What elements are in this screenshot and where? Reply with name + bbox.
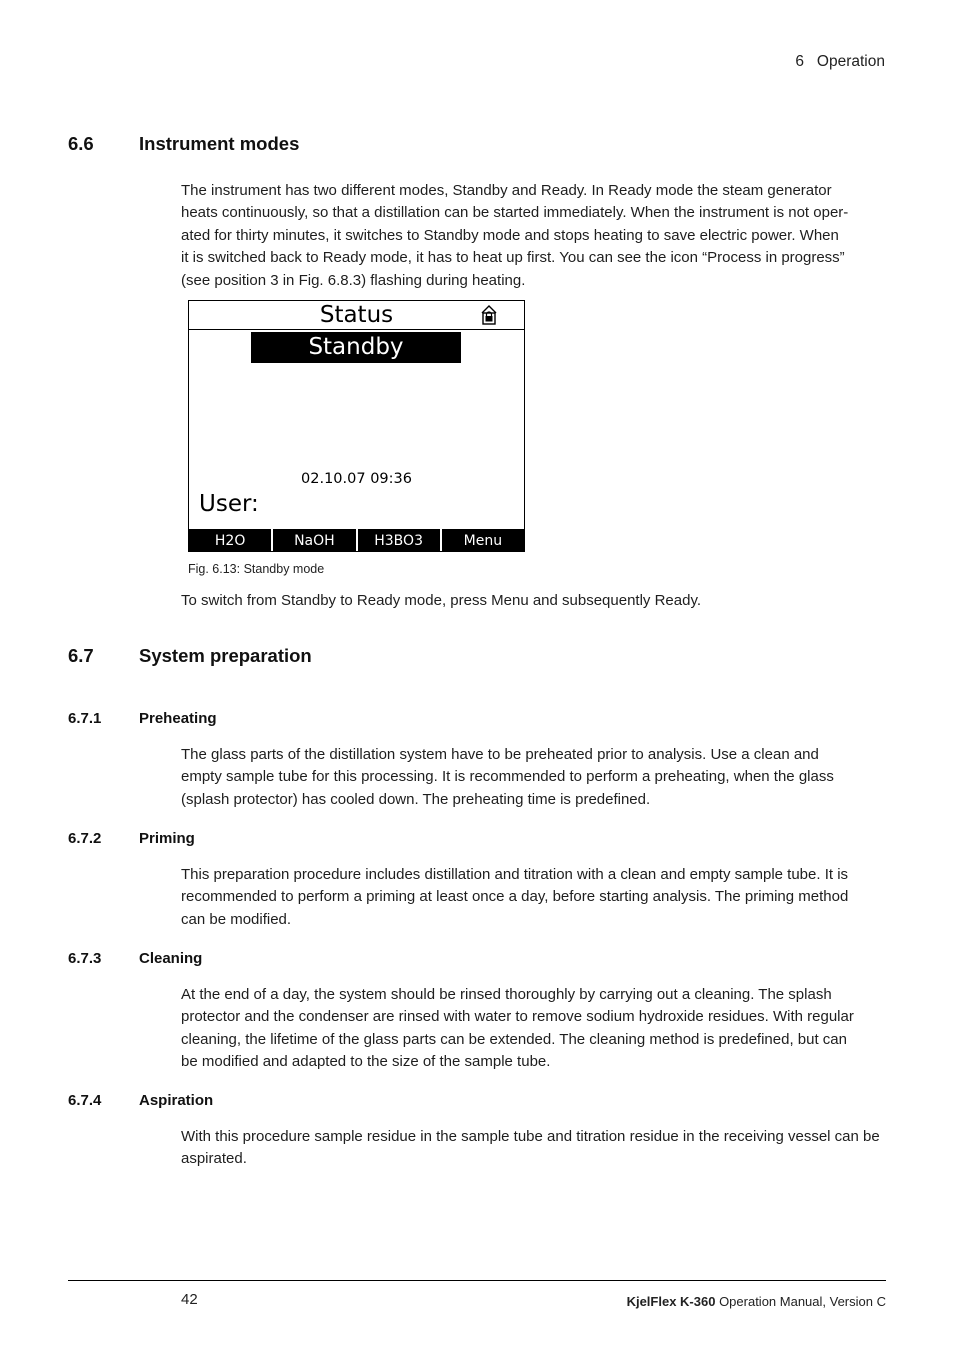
section-title: System preparation [139, 645, 312, 666]
chapter-number: 6 [795, 53, 804, 70]
page-number: 42 [181, 1291, 198, 1308]
paragraph-line: be modified and adapted to the size of the sample tube. [181, 1053, 551, 1071]
subsection-number: 6.7.1 [68, 710, 102, 727]
paragraph-line: empty sample tube for this processing. It is recommended to perform a preheating, when the glass [181, 768, 834, 786]
paragraph-line: protector and the condenser are rinsed with water to remove sodium hydroxide residues. With regular [181, 1008, 854, 1026]
subsection-heading-preheating [68, 710, 217, 727]
subsection-number: 6.7.3 [68, 950, 102, 967]
subsection-number: 6.7.4 [68, 1092, 102, 1109]
subsection-title: Priming [139, 830, 195, 847]
paragraph-line: The glass parts of the distillation system have to be preheated prior to analysis. Use a clean and [181, 746, 819, 763]
subsection-number: 6.7.2 [68, 830, 102, 847]
cleaning-paragraph [181, 984, 885, 1074]
paragraph-line: To switch from Standby to Ready mode, press Menu and subsequently Ready. [181, 592, 701, 609]
standby-screen-figure [188, 300, 525, 552]
paragraph-line: can be modified. [181, 910, 292, 928]
paragraph-line: (see position 3 in Fig. 6.8.3) flashing during heating. [181, 271, 526, 289]
instrument-modes-paragraph [181, 180, 885, 292]
paragraph-line: it is switched back to Ready mode, it has to heat up first. You can see the icon “Process in progress” [181, 249, 845, 267]
running-header [795, 53, 885, 71]
section-heading-6-7 [68, 645, 312, 667]
manual-version: Operation Manual, Version C [715, 1294, 886, 1309]
paragraph-line: This preparation procedure includes distillation and titration with a clean and empty sample tube. It is [181, 866, 849, 883]
screen-title-bar [189, 301, 524, 330]
softkey-bar [189, 529, 524, 551]
status-highlight [251, 332, 461, 363]
paragraph-line: With this procedure sample residue in the sample tube and titration residue in the receiving vessel can be [181, 1128, 880, 1145]
chapter-title: Operation [816, 53, 885, 70]
footer-divider [68, 1280, 886, 1281]
section-heading-6-6 [68, 133, 299, 155]
preheating-paragraph [181, 744, 885, 811]
section-number: 6.7 [68, 645, 94, 666]
subsection-title: Cleaning [139, 950, 203, 967]
screen-title: Status [319, 302, 394, 328]
paragraph-line: heats continuously, so that a distillation can be started immediately. When the instrument is not oper- [181, 204, 849, 222]
paragraph-line: (splash protector) has cooled down. The preheating time is predefined. [181, 790, 651, 808]
footer-product-line [627, 1294, 886, 1309]
aspiration-paragraph [181, 1126, 885, 1171]
softkey-naoh: NaOH [273, 529, 357, 551]
paragraph-line: At the end of a day, the system should be rinsed thoroughly by carrying out a cleaning. The splash [181, 986, 832, 1003]
priming-paragraph [181, 864, 885, 931]
section-title: Instrument modes [139, 133, 300, 154]
paragraph-line: ated for thirty minutes, it switches to Standby mode and stops heating to save electric power. When [181, 226, 839, 244]
paragraph-line: The instrument has two different modes, Standby and Ready. In Ready mode the steam generator [181, 182, 832, 199]
status-text: Standby [308, 334, 404, 360]
section-number: 6.6 [68, 133, 94, 154]
paragraph-line: aspirated. [181, 1150, 247, 1168]
screen-user-label: User: [199, 491, 259, 517]
product-name: KjelFlex K-360 [626, 1294, 716, 1309]
after-figure-text [181, 590, 885, 612]
paragraph-line: recommended to perform a priming at least once a day, before starting analysis. The priming method [181, 888, 849, 906]
subsection-heading-aspiration [68, 1092, 213, 1109]
subsection-heading-priming [68, 830, 195, 847]
softkey-menu: Menu [463, 533, 503, 549]
softkey-h2o: H2O [189, 529, 273, 551]
subsection-title: Preheating [139, 710, 217, 727]
subsection-heading-cleaning [68, 950, 202, 967]
paragraph-line: cleaning, the lifetime of the glass parts can be extended. The cleaning method is predefined, but can [181, 1030, 847, 1048]
screen-datetime: 02.10.07 09:36 [301, 471, 412, 487]
subsection-title: Aspiration [139, 1092, 214, 1109]
softkey-h3bo3: H3BO3 [358, 529, 442, 551]
lock-icon [479, 304, 499, 326]
figure-caption: Fig. 6.13: Standby mode [188, 562, 325, 576]
